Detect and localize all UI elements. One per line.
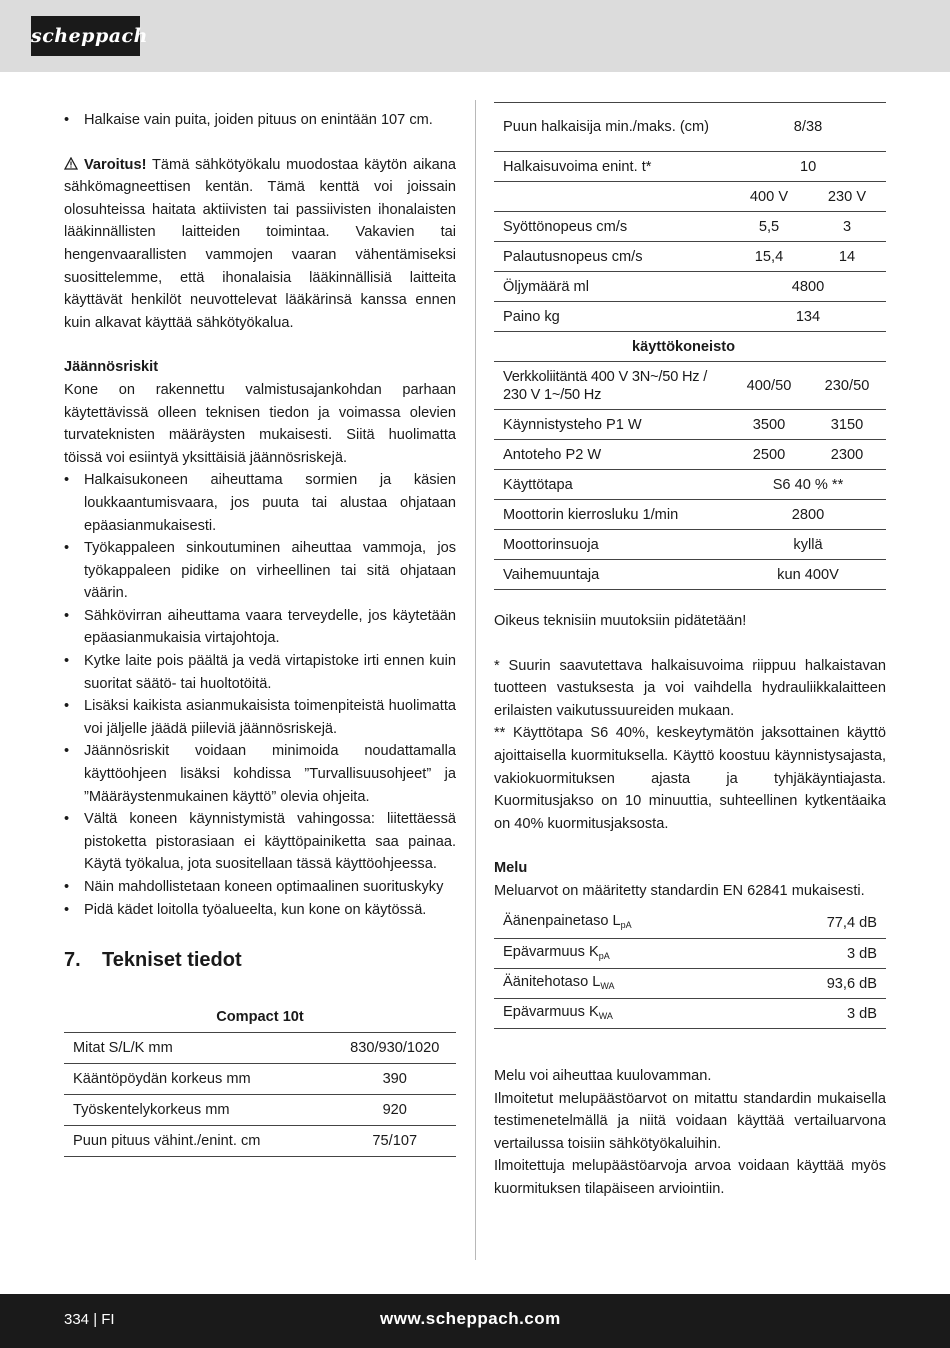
- table-row: [494, 470, 886, 500]
- spec-value: 14: [808, 242, 886, 272]
- table-row: [494, 500, 886, 530]
- table-row: [494, 103, 886, 152]
- spec-label: Käyttötapa: [494, 470, 730, 500]
- table-row: [494, 969, 886, 999]
- table-row: [494, 242, 886, 272]
- table-row: [494, 440, 886, 470]
- spec-label: Halkaisuvoima enint. t*: [494, 152, 730, 182]
- spec-value: 15,4: [730, 242, 808, 272]
- noise-subscript: pA: [620, 920, 632, 931]
- spec-label: Palautusnopeus cm/s: [494, 242, 730, 272]
- table-row: [494, 909, 886, 939]
- spec-label: Verkkoliitäntä 400 V 3N~/50 Hz / 230 V 1~/50 Hz: [494, 362, 730, 410]
- table-row: [494, 332, 886, 362]
- table-row: [494, 152, 886, 182]
- spec-value: 10: [800, 158, 817, 175]
- table-row: [64, 1126, 456, 1157]
- spec-value: kun 400V: [730, 560, 886, 590]
- list-item: • Pidä kädet loitolla työalueelta, kun kone on käytössä.: [64, 899, 456, 922]
- spec-label: Kääntöpöydän korkeus mm: [64, 1064, 333, 1095]
- warning-paragraph: [64, 154, 456, 335]
- table-row: [64, 1064, 456, 1095]
- list-item: • Työkappaleen sinkoutuminen aiheuttaa vammoja, jos työkappaleen pidike on virheellinen tai sitä ohjataan väärin.: [64, 537, 456, 605]
- noise-value: 3 dB: [768, 939, 886, 969]
- spec-value: 390: [333, 1064, 456, 1095]
- footer-url: www.scheppach.com: [380, 1309, 561, 1328]
- table-row: [494, 182, 886, 212]
- list-item: • Lisäksi kaikista asianmukaisista toimenpiteistä huolimatta voi jäljelle jäädä piileviä jäännösriskejä.: [64, 695, 456, 740]
- table-row: [494, 560, 886, 590]
- spec-label: Moottorin kierrosluku 1/min: [494, 500, 730, 530]
- spec-label: Antoteho P2 W: [494, 440, 730, 470]
- table-row: [494, 999, 886, 1029]
- warning-label: Varoitus!: [84, 156, 147, 173]
- noise-value: 77,4 dB: [768, 909, 886, 939]
- table-row: [64, 1033, 456, 1064]
- spec-value: 230/50: [808, 362, 886, 410]
- noise-warning: Melu voi aiheuttaa kuulovamman.: [494, 1068, 712, 1085]
- spec-table-left: [64, 1003, 456, 1157]
- section-number: 7.: [64, 949, 81, 972]
- spec-label: Moottorinsuoja: [494, 530, 730, 560]
- list-item: • Jäännösriskit voidaan minimoida noudattamalla käyttöohjeen lisäksi kohdissa ”Turvallisuusohjeet” ja ”Määräystenmukainen käyttö” olevia ohjeita.: [64, 740, 456, 808]
- warning-triangle-icon: [64, 157, 78, 170]
- page-footer: [0, 1294, 950, 1348]
- spec-value: 134: [730, 302, 886, 332]
- noise-value: 3 dB: [768, 999, 886, 1029]
- table-row: [64, 1095, 456, 1126]
- spec-value: 2500: [730, 440, 808, 470]
- left-column: [64, 109, 456, 1157]
- list-item: • Vältä koneen käynnistymistä vahingossa: liitettäessä pistoketta pistorasiaan ei käyttöpainiketta saa painaa. Käytä työkalua, jota suositellaan tässä käyttöohjeessa.: [64, 808, 456, 876]
- noise-assessment-note: Ilmoitettuja melupäästöarvoja arvoa voidaan käyttää myös kuormituksen tilapäiseen arviointiin.: [494, 1158, 886, 1197]
- spec-value: 2800: [730, 500, 886, 530]
- model-name: Compact 10t: [64, 1003, 456, 1033]
- noise-label: Äänitehotaso L: [503, 973, 601, 990]
- list-item: • Näin mahdollistetaan koneen optimaalinen suorituskyky: [64, 876, 456, 899]
- noise-label: Epävarmuus K: [503, 943, 599, 960]
- footnote-1: * Suurin saavutettava halkaisuvoima riippuu halkaistavan tuotteen vastuksesta ja voi vaihdella hydrauliikkalaitteen erilaisten vaikutussuureiden mukaan.: [494, 657, 886, 719]
- right-column: [494, 102, 886, 1201]
- spec-value: 3500: [730, 410, 808, 440]
- risk-list: [64, 469, 456, 921]
- list-item: • Sähkövirran aiheuttama vaara terveydelle, jos käytetään epäasianmukaisia virtajohtoja.: [64, 605, 456, 650]
- noise-subscript: WA: [598, 1010, 613, 1021]
- list-item: • Halkaise vain puita, joiden pituus on enintään 107 cm.: [64, 109, 456, 132]
- spec-label: Paino kg: [494, 302, 730, 332]
- residual-risks-text: Kone on rakennettu valmistusajankohdan parhaan käytettävissä olleen teknisen tiedon ja voimassa olevien turvateknisten määräysten mukaisesti. Siitä huolimatta töissä voi esiintyä yksittäisiä jäännösriskejä.: [64, 381, 456, 466]
- table-row: [494, 272, 886, 302]
- noise-heading: Melu: [494, 860, 528, 877]
- warning-text: Tämä sähkötyökalu muodostaa käytön aikana sähkömagneettisen kentän. Tämä kenttä voi joissain olosuhteissa haitata aktiivisten tai passiivisten ihonalaisten lääkinnällisten laitteiden toimintaa. Vakavien tai hengenvaarallisten vammojen vaaran vähentämiseksi suosittelemme, että ihonalaisia lääkinnällisiä laitteita käyttävät henkilöt neuvottelevat lääkärinsä kanssa ennen kuin alkavat käyttää sähkötyökalua.: [64, 156, 456, 331]
- table-row: [494, 362, 886, 410]
- reservation-note: Oikeus teknisiin muutoksiin pidätetään!: [494, 613, 747, 629]
- spec-label: Puun pituus vähint./enint. cm: [64, 1126, 333, 1157]
- column-header-230v: 230 V: [808, 182, 886, 212]
- spec-value: 920: [333, 1095, 456, 1126]
- column-header-400v: 400 V: [730, 182, 808, 212]
- brand-logo: scheppach: [31, 16, 140, 56]
- spec-label: Puun halkaisija min./maks. (cm): [494, 103, 730, 152]
- noise-measurement-note: Ilmoitetut melupäästöarvot on mitattu standardin mukaisella testimenetelmällä ja niitä voidaan käyttää vertailuarvona vertailussa toisiin sähkötyökaluihin.: [494, 1090, 886, 1152]
- spec-label: Käynnistysteho P1 W: [494, 410, 730, 440]
- table-row: [494, 410, 886, 440]
- noise-subscript: WA: [600, 980, 615, 991]
- page-number: 334 | FI: [64, 1311, 115, 1328]
- table-row: [494, 302, 886, 332]
- spec-value: 830/930/1020: [333, 1033, 456, 1064]
- spec-table-right: [494, 102, 886, 590]
- section-title: Tekniset tiedot: [102, 949, 242, 972]
- spec-value: 400/50: [730, 362, 808, 410]
- spec-value: 3150: [808, 410, 886, 440]
- page-header: [0, 0, 950, 72]
- table-row: [494, 530, 886, 560]
- table-row: [494, 939, 886, 969]
- list-item: • Kytke laite pois päältä ja vedä virtapistoke irti ennen kuin suoritat säätö- tai huoltotöitä.: [64, 650, 456, 695]
- spec-value: 5,5: [730, 212, 808, 242]
- spec-value: kyllä: [730, 530, 886, 560]
- noise-label: Äänenpainetaso L: [503, 913, 621, 930]
- spec-label: Syöttönopeus cm/s: [494, 212, 730, 242]
- noise-intro: Meluarvot on määritetty standardin EN 62841 mukaisesti.: [494, 882, 865, 899]
- spec-label: Öljymäärä ml: [494, 272, 730, 302]
- footnote-2: ** Käyttötapa S6 40%, keskeytymätön jaksottainen käyttö ajoittaisella kuormituksella. Käyttö koostuu käynnistysajasta, vakiokuormituksen ajasta ja tyhjäkäyntiajasta. Kuormitusjakso on 10 minuuttia, suhteellinen kytkentäaika on 40% kuormitusjaksosta.: [494, 725, 886, 832]
- drive-heading: käyttökoneisto: [494, 332, 886, 362]
- spec-value: 75/107: [333, 1126, 456, 1157]
- spec-value: 4800: [730, 272, 886, 302]
- spec-label: Mitat S/L/K mm: [64, 1033, 333, 1064]
- column-divider: [475, 100, 476, 1260]
- spec-label: Vaihemuuntaja: [494, 560, 730, 590]
- spec-value: 3: [808, 212, 886, 242]
- spec-value: 8/38: [730, 103, 886, 152]
- spec-label: Työskentelykorkeus mm: [64, 1095, 333, 1126]
- residual-risks-heading: Jäännösriskit: [64, 359, 159, 376]
- noise-subscript: pA: [598, 950, 610, 961]
- spec-value: S6 40 % **: [730, 470, 886, 500]
- noise-label: Epävarmuus K: [503, 1003, 599, 1020]
- list-item: • Halkaisukoneen aiheuttama sormien ja käsien loukkaantumisvaara, jos puuta tai alustaa ohjataan epäasianmukaisesti.: [64, 469, 456, 537]
- spec-value: 2300: [808, 440, 886, 470]
- table-row: [494, 212, 886, 242]
- noise-value: 93,6 dB: [768, 969, 886, 999]
- noise-table: [494, 909, 886, 1030]
- section-heading: [64, 947, 456, 973]
